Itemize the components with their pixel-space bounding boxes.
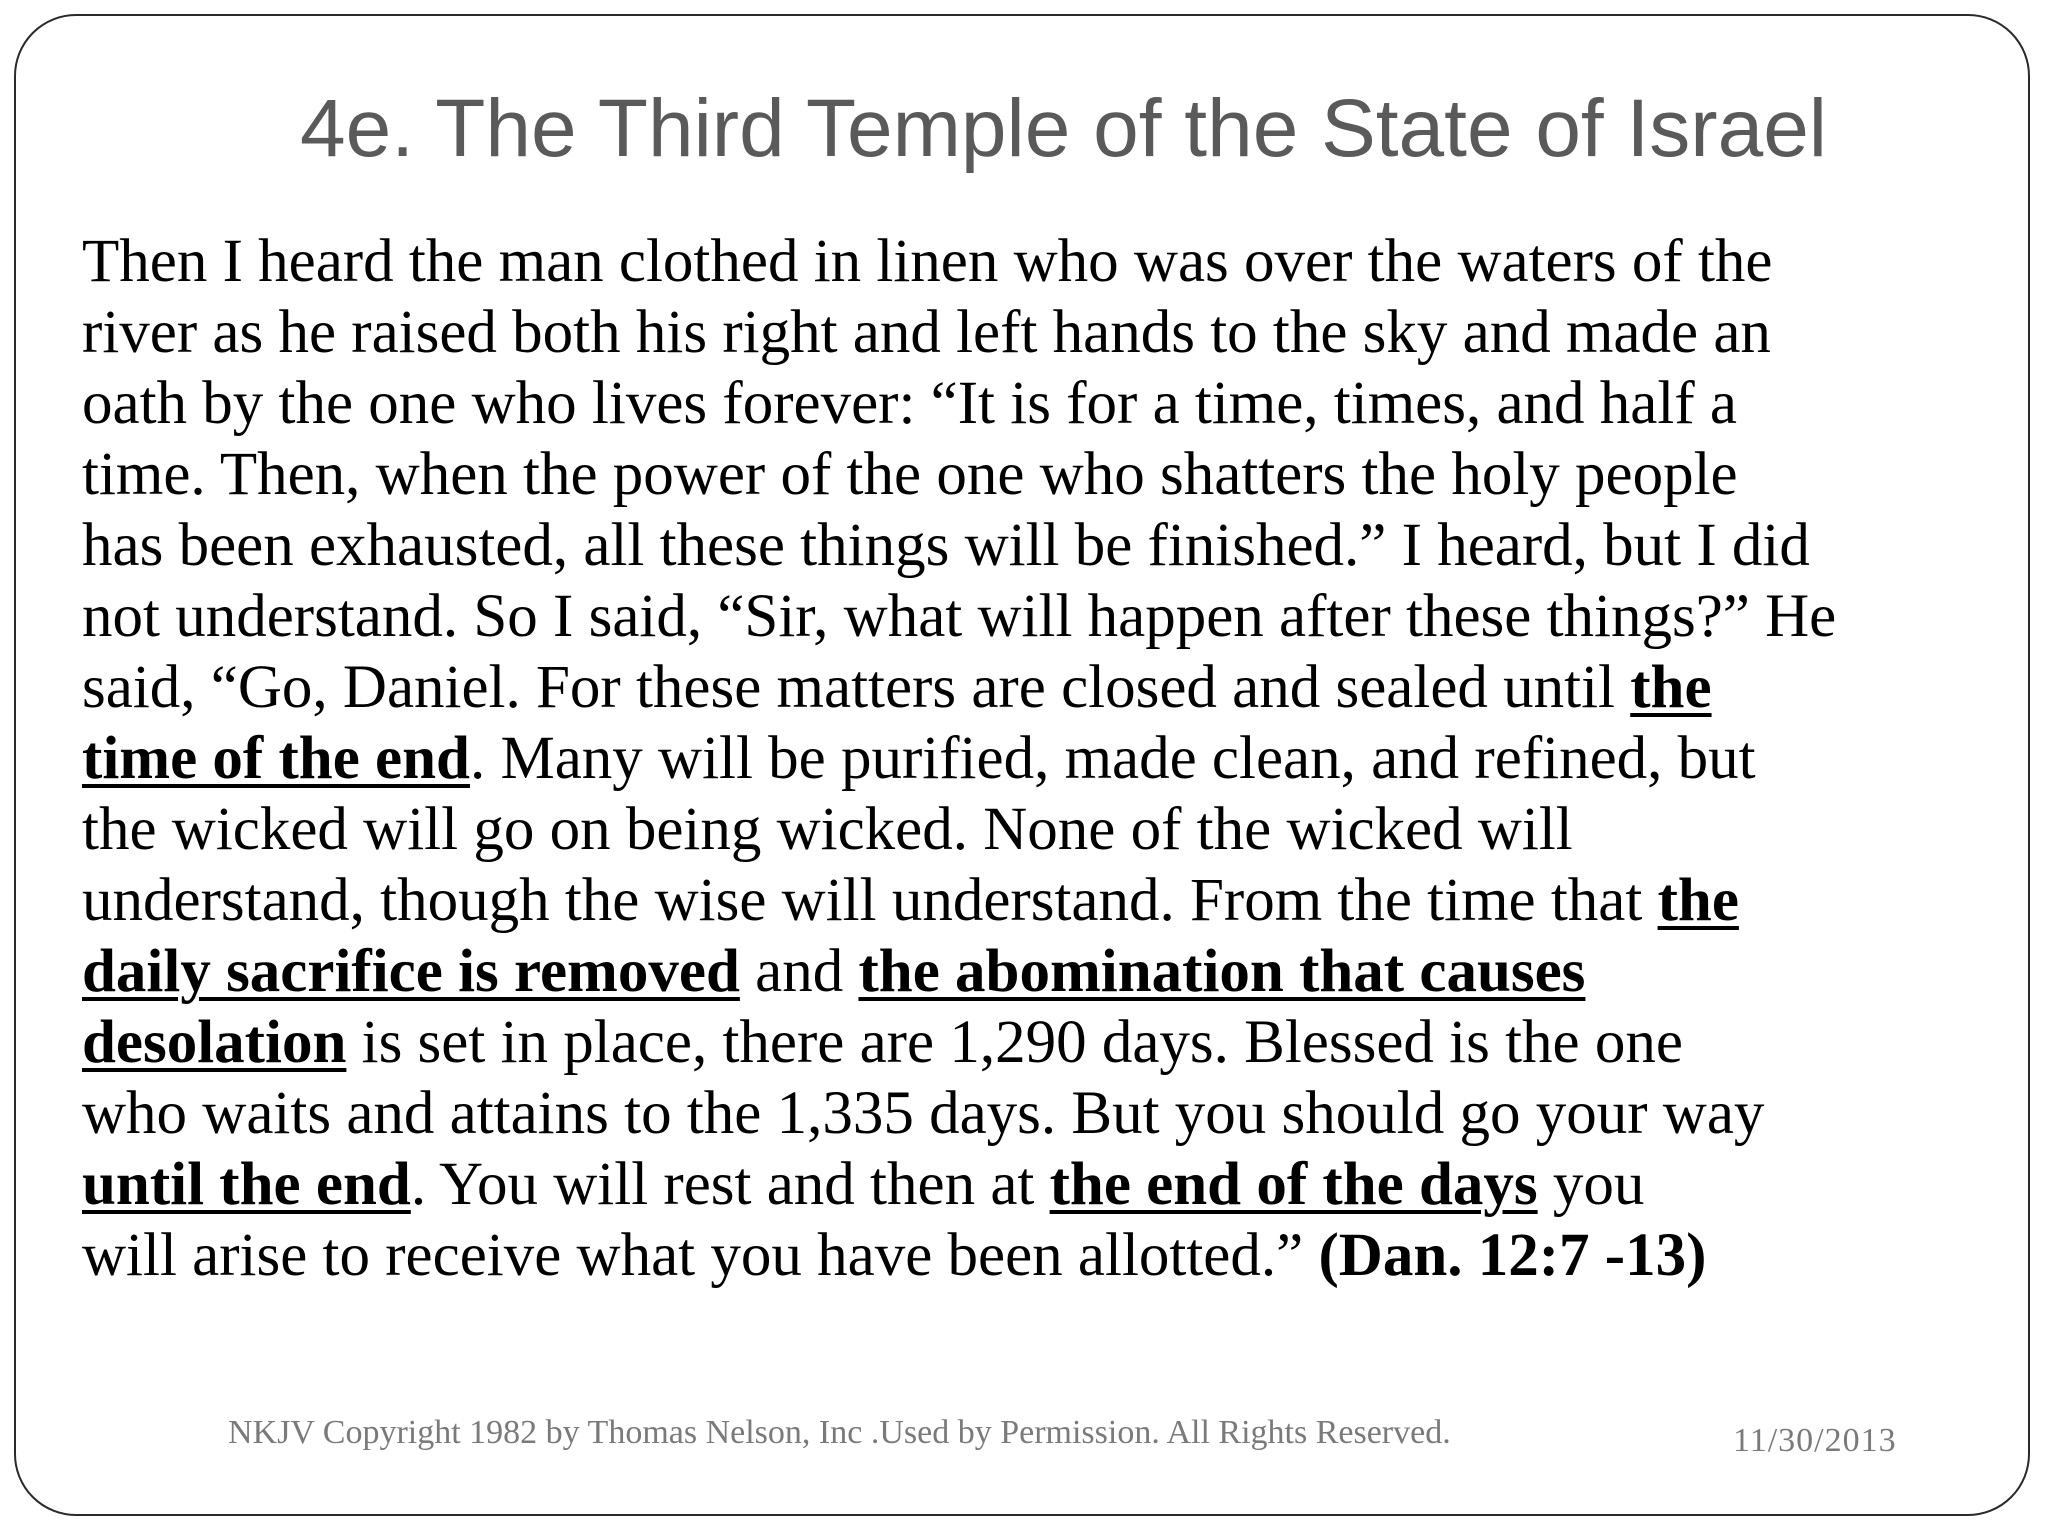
passage-text: time. Then, when the power of the one who shatters the holy people bbox=[82, 441, 1738, 508]
emphasized-phrase: until the end bbox=[82, 1151, 411, 1218]
slide-date: 11/30/2013 bbox=[1733, 1422, 1897, 1459]
passage-text: is set in place, there are 1,290 days. Blessed is the one bbox=[346, 1009, 1683, 1076]
passage-text: Then I heard the man clothed in linen who was over the waters of the bbox=[82, 228, 1773, 295]
passage-line bbox=[82, 1220, 1982, 1291]
passage-text: the wicked will go on being wicked. None of the wicked will bbox=[82, 796, 1573, 863]
passage-line bbox=[82, 1007, 1982, 1078]
passage-text: said, “Go, Daniel. For these matters are closed and sealed until bbox=[82, 654, 1631, 721]
emphasized-phrase: daily sacrifice is removed bbox=[82, 938, 740, 1005]
emphasized-phrase: the abomination that causes bbox=[858, 938, 1586, 1005]
passage-text: not understand. So I said, “Sir, what will happen after these things?” He bbox=[82, 583, 1837, 650]
passage-text: . You will rest and then at bbox=[410, 1151, 1050, 1218]
passage-text: river as he raised both his right and left hands to the sky and made an bbox=[82, 299, 1771, 366]
passage-text: understand, though the wise will understand. From the time that bbox=[82, 867, 1658, 934]
passage-line bbox=[82, 368, 1982, 439]
passage-text: who waits and attains to the 1,335 days. But you should go your way bbox=[82, 1080, 1765, 1147]
scripture-passage bbox=[82, 226, 1982, 1291]
passage-line bbox=[82, 581, 1982, 652]
scripture-reference: (Dan. 12:7 -13) bbox=[1318, 1222, 1707, 1289]
passage-line bbox=[82, 936, 1982, 1007]
passage-line bbox=[82, 510, 1982, 581]
emphasized-phrase: the bbox=[1630, 654, 1712, 721]
passage-line bbox=[82, 794, 1982, 865]
copyright-notice: NKJV Copyright 1982 by Thomas Nelson, Inc .Used by Permission. All Rights Reserved. bbox=[228, 1414, 1451, 1451]
passage-line bbox=[82, 865, 1982, 936]
slide-title: 4e. The Third Temple of the State of Israel bbox=[300, 83, 1828, 174]
emphasized-phrase: the end of the days bbox=[1049, 1151, 1538, 1218]
passage-line bbox=[82, 652, 1982, 723]
passage-line bbox=[82, 1078, 1982, 1149]
passage-line bbox=[82, 1149, 1982, 1220]
passage-text: and bbox=[739, 938, 859, 1005]
passage-text: has been exhausted, all these things will be finished.” I heard, but I did bbox=[82, 512, 1810, 579]
emphasized-phrase: desolation bbox=[82, 1009, 347, 1076]
passage-line bbox=[82, 297, 1982, 368]
passage-line bbox=[82, 723, 1982, 794]
passage-text: oath by the one who lives forever: “It is for a time, times, and half a bbox=[82, 370, 1737, 437]
passage-text: . Many will be purified, made clean, and refined, but bbox=[469, 725, 1756, 792]
passage-text: will arise to receive what you have been allotted.” bbox=[82, 1222, 1319, 1289]
passage-text: you bbox=[1537, 1151, 1645, 1218]
emphasized-phrase: the bbox=[1657, 867, 1739, 934]
passage-line bbox=[82, 439, 1982, 510]
passage-line bbox=[82, 226, 1982, 297]
emphasized-phrase: time of the end bbox=[82, 725, 470, 792]
